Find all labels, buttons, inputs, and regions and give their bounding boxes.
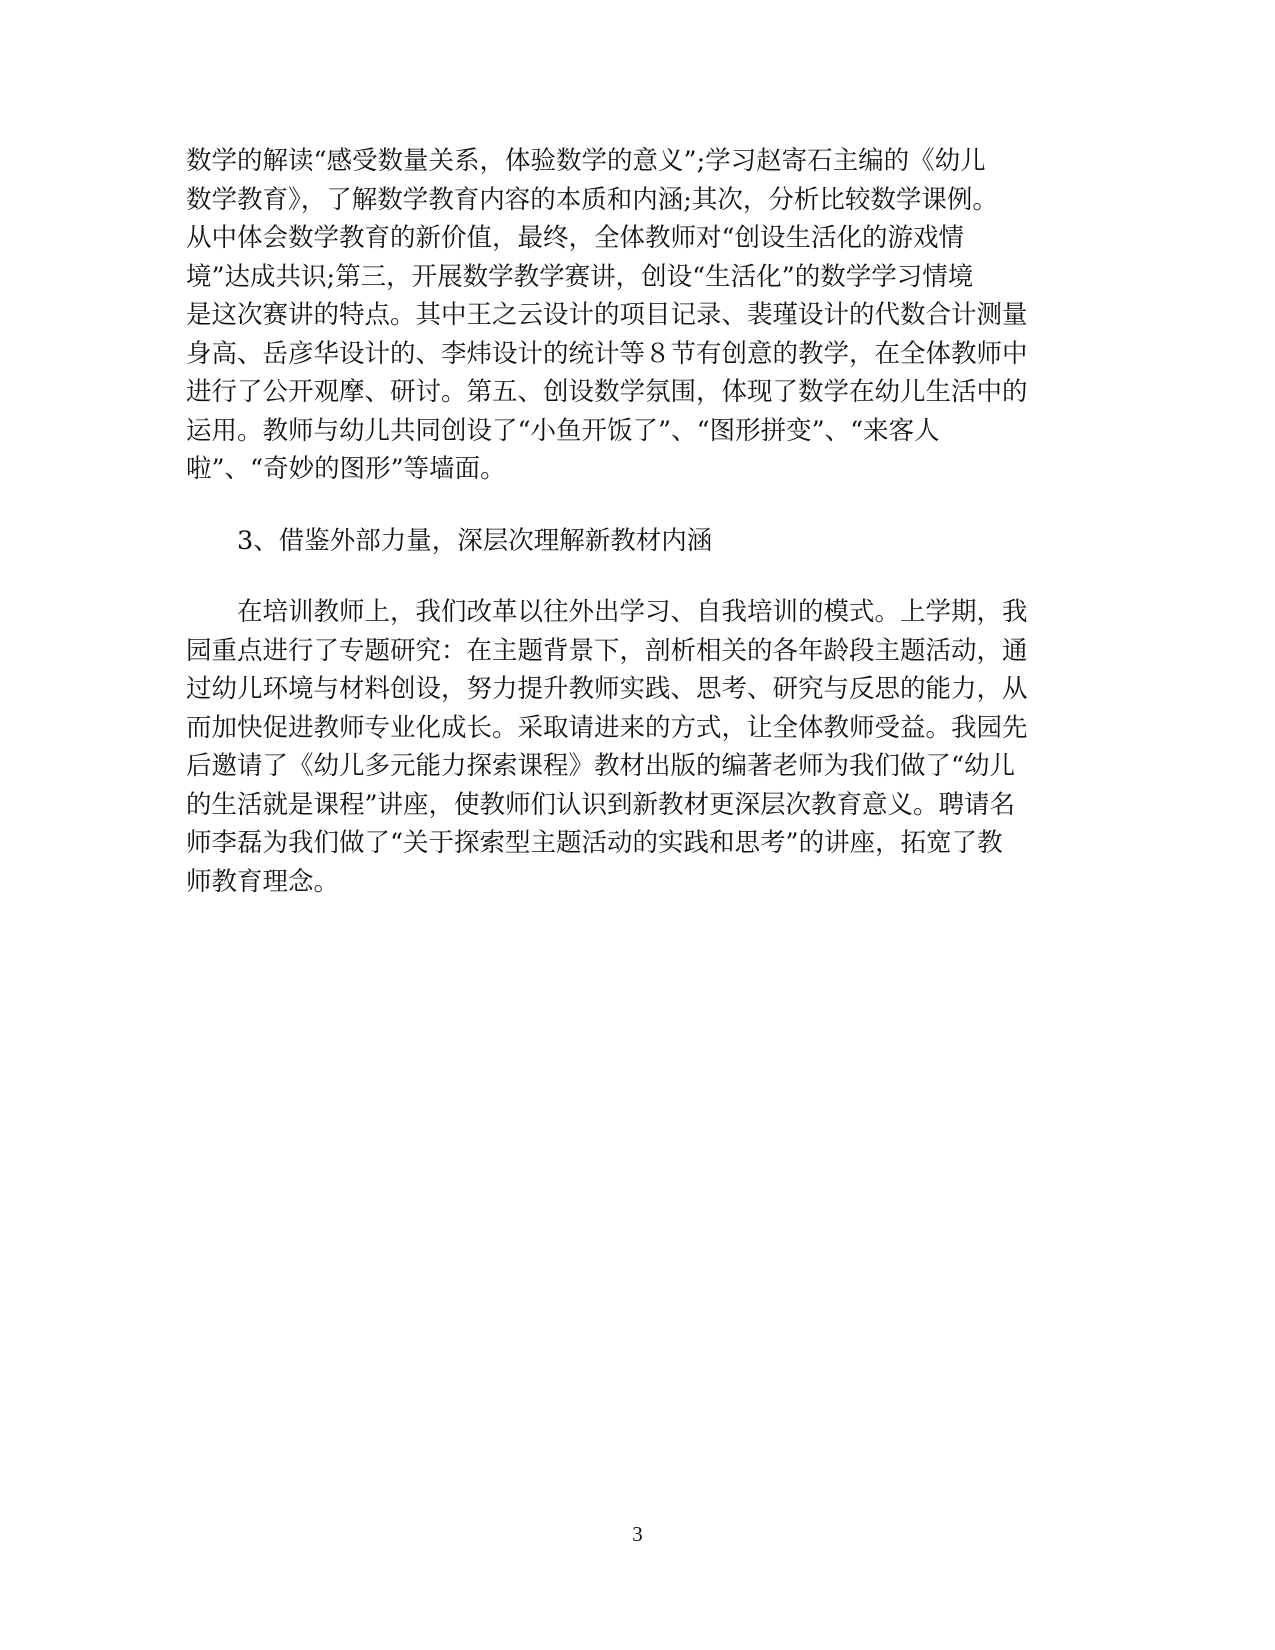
text-line: 的生活就是课程”讲座，使教师们认识到新教材更深层次教育意义。聘请名 — [186, 789, 1016, 820]
paragraph-math-education — [186, 142, 1086, 489]
text-line: 进行了公开观摩、研讨。第五、创设数学氛围，体现了数学在幼儿生活中的 — [186, 377, 1028, 407]
text-line: 身高、岳彦华设计的、李炜设计的统计等８节有创意的教学，在全体教师中 — [186, 338, 1028, 369]
text-line: 从中体会数学教育的新价值，最终，全体教师对“创设生活化的游戏情 — [186, 223, 965, 253]
text-line: 境”达成共识;第三，开展数学教学赛讲，创设“生活化”的数学学习情境 — [186, 261, 974, 292]
body-text — [186, 142, 1086, 901]
heading-line: 3、借鉴外部力量，深层次理解新教材内涵 — [237, 525, 713, 556]
text-line: 师李磊为我们做了“关于探索型主题活动的实践和思考”的讲座，拓宽了教 — [186, 828, 1003, 858]
text-line: 园重点进行了专题研究：在主题背景下，剖析相关的各年龄段主题活动，通 — [186, 635, 1028, 666]
text-line: 师教育理念。 — [186, 866, 340, 897]
text-line: 在培训教师上，我们改革以往外出学习、自我培训的模式。上学期，我 — [237, 597, 1028, 627]
section-heading — [186, 522, 1086, 561]
text-line: 而加快促进教师专业化成长。采取请进来的方式，让全体教师受益。我园先 — [186, 712, 1028, 743]
text-line: 数学教育》，了解数学教育内容的本质和内涵;其次，分析比较数学课例。 — [186, 184, 998, 215]
text-line: 啦”、“奇妙的图形”等墙面。 — [186, 454, 506, 484]
text-line: 过幼儿环境与材料创设，努力提升教师实践、思考、研究与反思的能力，从 — [186, 674, 1028, 704]
text-line: 运用。教师与幼儿共同创设了“小鱼开饭了”、“图形拼变”、“来客人 — [186, 415, 940, 446]
text-line: 后邀请了《幼儿多元能力探索课程》教材出版的编著老师为我们做了“幼儿 — [186, 751, 1016, 781]
paragraph-spacing — [186, 489, 1086, 522]
paragraph-spacing — [186, 560, 1086, 593]
text-line: 数学的解读“感受数量关系，体验数学的意义”;学习赵寄石主编的《幼儿 — [186, 146, 986, 176]
paragraph-teacher-training — [186, 593, 1086, 901]
text-line: 是这次赛讲的特点。其中王之云设计的项目记录、裴瑾设计的代数合计测量 — [186, 300, 1028, 330]
page-number: 3 — [632, 1522, 643, 1546]
